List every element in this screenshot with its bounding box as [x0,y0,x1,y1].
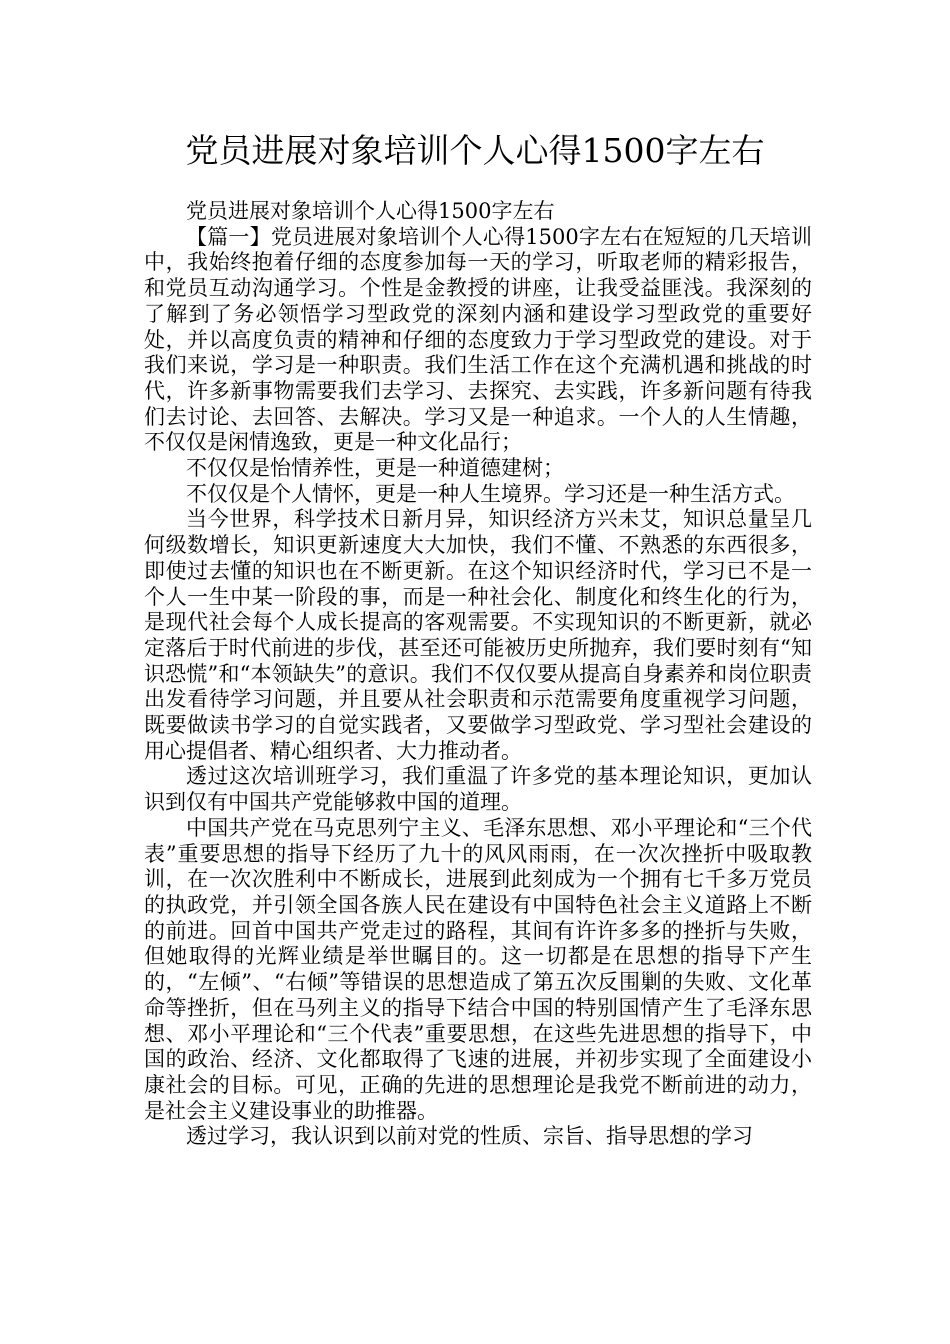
body-paragraph: 【篇一】党员进展对象培训个人心得1500字左右在短短的几天培训中，我始终抱着仔细的态度参加每一天的学习，听取老师的精彩报告，和党员互动沟通学习。个性是金教授的讲座，让我受益匪浅。我深刻的了解到了务必领悟学习型政党的深刻内涵和建设学习型政党的重要好处，并以高度负责的精神和仔细的态度致力于学习型政党的建设。对于我们来说，学习是一种职责。我们生活工作在这个充满机遇和挑战的时代，许多新事物需要我们去学习、去探究、去实践，许多新问题有待我们去讨论、去回答、去解决。学习又是一种追求。一个人的人生情趣，不仅仅是闲情逸致，更是一种文化品行； [144,224,812,455]
body-paragraph: 透过这次培训班学习，我们重温了许多党的基本理论知识，更加认识到仅有中国共产党能够救中国的道理。 [144,764,812,815]
body-paragraph: 透过学习，我认识到以前对党的性质、宗旨、指导思想的学习 [186,1124,753,1149]
body-paragraph: 不仅仅是怡情养性，更是一种道德建树； [186,456,564,481]
body-paragraph: 不仅仅是个人情怀，更是一种人生境界。学习还是一种生活方式。 [186,481,795,506]
body-paragraph: 当今世界，科学技术日新月异，知识经济方兴未艾，知识总量呈几何级数增长，知识更新速度大大加快，我们不懂、不熟悉的东西很多，即使过去懂的知识也在不断更新。在这个知识经济时代，学习已不是一个人一生中某一阶段的事，而是一种社会化、制度化和终生化的行为，是现代社会每个人成长提高的客观需要。不实现知识的不断更新，就必定落后于时代前进的步伐，甚至还可能被历史所抛弃，我们要时刻有“知识恐慌”和“本领缺失”的意识。我们不仅仅要从提高自身素养和岗位职责出发看待学习问题，并且要从社会职责和示范需要角度重视学习问题，既要做读书学习的自觉实践者，又要做学习型政党、学习型社会建设的用心提倡者、精心组织者、大力推动者。 [144,507,812,763]
document-body [144,199,812,1150]
document-title: 党员进展对象培训个人心得1500字左右 [185,131,765,170]
body-paragraph: 中国共产党在马克思列宁主义、毛泽东思想、邓小平理论和“三个代表”重要思想的指导下经历了九十的风风雨雨，在一次次挫折中吸取教训，在一次次胜利中不断成长，进展到此刻成为一个拥有七千多万党员的执政党，并引领全国各族人民在建设有中国特色社会主义道路上不断的前进。回首中国共产党走过的路程，其间有许许多多的挫折与失败，但她取得的光辉业绩是举世瞩目的。这一切都是在思想的指导下产生的，“左倾”、“右倾”等错误的思想造成了第五次反围剿的失败、文化革命等挫折，但在马列主义的指导下结合中国的特别国情产生了毛泽东思想、邓小平理论和“三个代表”重要思想，在这些先进思想的指导下，中国的政治、经济、文化都取得了飞速的进展，并初步实现了全面建设小康社会的目标。可见，正确的先进的思想理论是我党不断前进的动力，是社会主义建设事业的助推器。 [144,815,812,1123]
subtitle-paragraph: 党员进展对象培训个人心得1500字左右 [186,199,555,223]
